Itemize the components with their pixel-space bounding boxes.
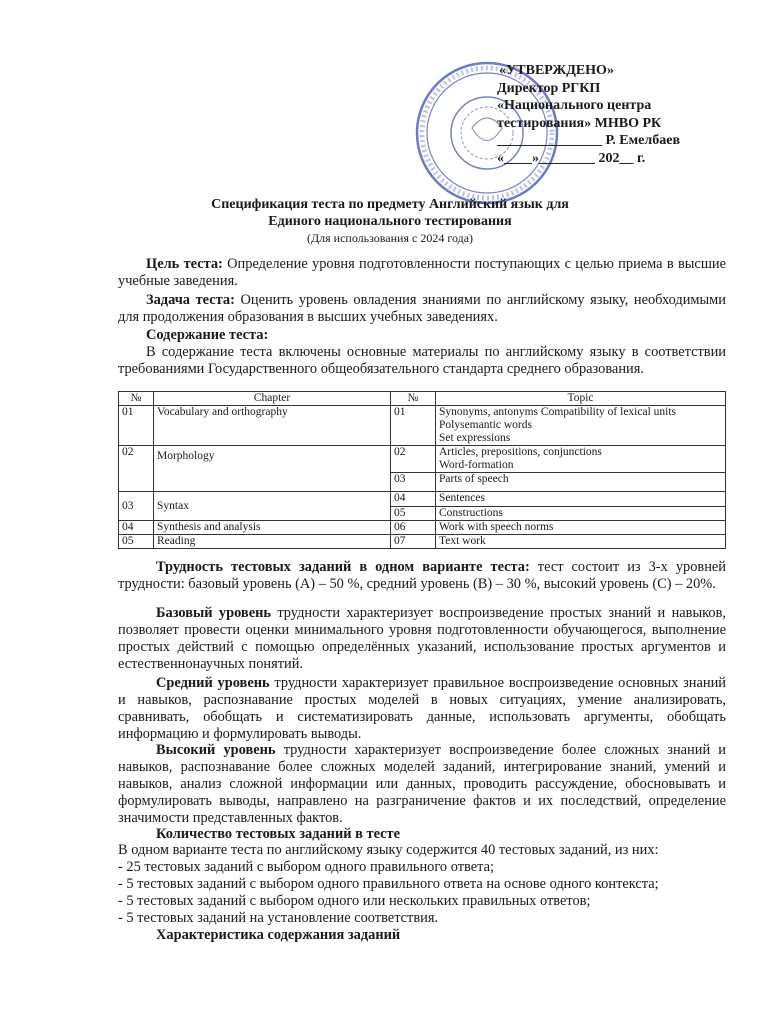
table-cell: 03 — [119, 492, 154, 521]
table-header: № — [391, 392, 436, 406]
table-cell: 07 — [391, 535, 436, 549]
document-title — [150, 196, 630, 247]
content-paragraph: В содержание теста включены основные материалы по английскому языку в соответствии требованиями Государственного общеобязательного стандарта среднего образования. — [118, 344, 726, 377]
table-cell: 01 — [391, 406, 436, 446]
title-line: Спецификация теста по предмету Английский язык для — [211, 197, 569, 212]
table-cell: 05 — [119, 535, 154, 549]
task-paragraph — [118, 292, 726, 326]
list-item: - 5 тестовых заданий с выбором одного или нескольких правильных ответов; — [118, 893, 591, 909]
table-cell: Sentences — [436, 492, 726, 507]
date-line: «____»________ 202__ г. — [497, 150, 646, 166]
approval-line: тестирования» МНВО РК — [497, 115, 662, 131]
table-cell: Reading — [154, 535, 391, 549]
table-cell: Work with speech norms — [436, 521, 726, 535]
goal-label: Цель теста: — [146, 256, 223, 272]
table-header-row — [119, 392, 726, 406]
table-cell: 02 — [119, 446, 154, 492]
content-heading: Содержание теста: — [146, 327, 269, 343]
table-cell: 05 — [391, 507, 436, 521]
task-label: Задача теста: — [146, 292, 235, 308]
basic-level-paragraph: Базовый уровень трудности характеризует воспроизведение простых знаний и навыков, позволяет провести оценки минимального уровня подготовленности обучающегося, выполнение простых действий с помощью определённых указаний, использование простых аргументов и естественнонаучных понятий. — [118, 605, 726, 672]
table-cell: Synthesis and analysis — [154, 521, 391, 535]
table-row — [119, 521, 726, 535]
count-intro: В одном варианте теста по английскому языку содержится 40 тестовых заданий, из них: — [118, 842, 659, 858]
table-header: Chapter — [154, 392, 391, 406]
table-cell: Constructions — [436, 507, 726, 521]
approval-line: Директор РГКП — [497, 80, 601, 96]
title-subline: (Для использования с 2024 года) — [306, 231, 474, 245]
title-line: Единого национального тестирования — [268, 214, 512, 229]
list-item: - 5 тестовых заданий на установление соответствия. — [118, 910, 439, 926]
table-cell: 03 — [391, 473, 436, 492]
table-row — [119, 406, 726, 446]
table-cell: Parts of speech — [436, 473, 726, 492]
count-heading: Количество тестовых заданий в тесте — [156, 826, 400, 842]
table-cell: Vocabulary and orthography — [154, 406, 391, 446]
approval-block — [497, 62, 737, 167]
medium-level-paragraph: Средний уровень трудности характеризует правильное воспроизведение основных знаний и навыков, распознавание простых моделей в новых ситуациях, умение анализировать, сравнивать, обобщать и систематизировать данные, использовать аргументы, обобщать информацию и формулировать выводы. — [118, 675, 726, 742]
table-row — [119, 492, 726, 507]
table-header: № — [119, 392, 154, 406]
goal-text: Определение уровня подготовленности поступающих с целью приема в высшие учебные заведения. — [118, 256, 726, 289]
list-item: - 25 тестовых заданий с выбором одного правильного ответа; — [118, 859, 494, 875]
goal-paragraph — [118, 256, 726, 290]
high-level-paragraph: Высокий уровень трудности характеризует воспроизведение более сложных знаний и навыков, распознавание более сложных моделей заданий, интегрирование знаний, умений и навыков, анализ сложной информации или данных, проводить рассуждение, обосновывать и формулировать выводы, направлено на разграничение фактов и их последствий, определение значимости представленных фактов. — [118, 742, 727, 826]
count-list — [118, 859, 726, 927]
table-cell: 04 — [391, 492, 436, 507]
task-text: Оценить уровень овладения знаниями по английскому языку, необходимыми для продолжения образования в высших учебных заведениях. — [118, 292, 726, 325]
count-section — [118, 842, 726, 927]
table-cell: Syntax — [154, 492, 391, 521]
table-row — [119, 535, 726, 549]
characteristics-heading: Характеристика содержания заданий — [156, 927, 401, 943]
table-cell: Synonyms, antonyms Compatibility of lexical units Polysemantic words Set expressions — [436, 406, 726, 446]
table-cell: 01 — [119, 406, 154, 446]
table-cell: Text work — [436, 535, 726, 549]
table-cell: Articles, prepositions, conjunctions Word-formation — [436, 446, 726, 473]
table-cell: 06 — [391, 521, 436, 535]
approval-line: «Национального центра — [497, 98, 652, 113]
approval-line: «УТВЕРЖДЕНО» — [499, 63, 614, 78]
table-cell: 04 — [119, 521, 154, 535]
spec-table — [118, 391, 726, 549]
signature-line: _______________ Р. Емелбаев — [497, 133, 681, 148]
list-item: - 5 тестовых заданий с выбором одного правильного ответа на основе одного контекста; — [118, 876, 659, 892]
difficulty-paragraph: Трудность тестовых заданий в одном варианте теста: тест состоит из 3-х уровней трудности: базовый уровень (А) – 50 %, средний уровень (В) – 30 %, высокий уровень (С) – 20%. — [118, 559, 726, 592]
table-row — [119, 446, 726, 473]
table-cell: Morphology — [154, 446, 391, 492]
table-header: Topic — [436, 392, 726, 406]
table-cell: 02 — [391, 446, 436, 473]
